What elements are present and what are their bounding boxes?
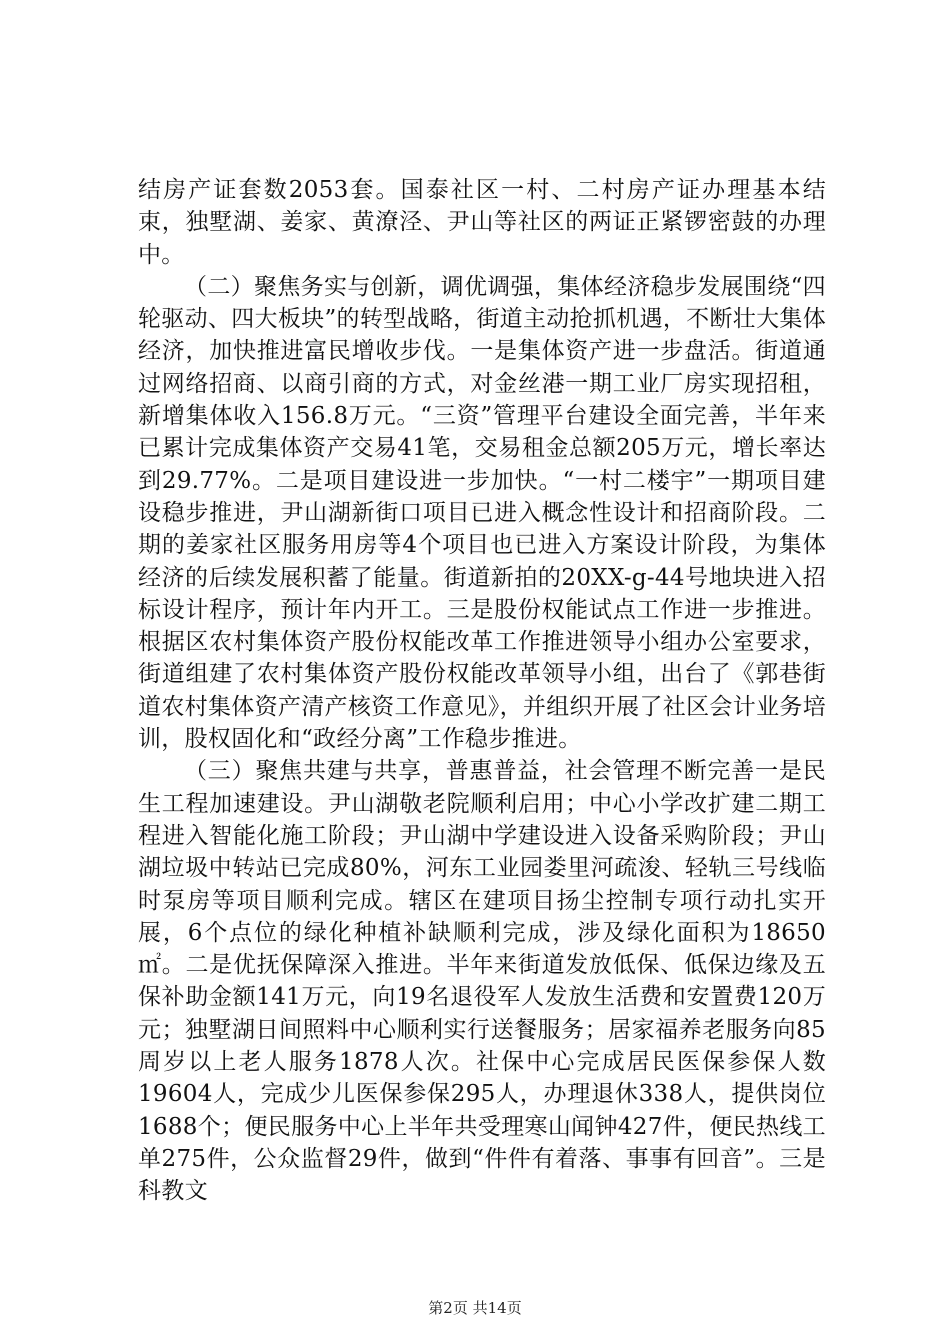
document-body — [138, 174, 826, 1208]
page-footer: 第2页 共14页 — [428, 1299, 522, 1317]
paragraph-section-three: （三）聚焦共建与共享，普惠普益，社会管理不断完善一是民生工程加速建设。尹山湖敬老院顺利启用；中心小学改扩建二期工程进入智能化施工阶段；尹山湖中学建设进入设备采购阶段；尹山湖垃圾中转站已完成80%，河东工业园娄里河疏浚、轻轨三号线临时泵房等项目顺利完成。辖区在建项目扬尘控制专项行动扎实开展，6个点位的绿化种植补缺顺利完成，涉及绿化面积为18650㎡。二是优抚保障深入推进。半年来街道发放低保、低保边缘及五保补助金额141万元，向19名退役军人发放生活费和安置费120万元；独墅湖日间照料中心顺利实行送餐服务；居家福养老服务向85周岁以上老人服务1878人次。社保中心完成居民医保参保人数19604人，完成少儿医保参保295人，办理退休338人，提供岗位1688个；便民服务中心上半年共受理寒山闻钟427件，便民热线工单275件，公众监督29件，做到“件件有着落、事事有回音”。三是科教文 — [138, 758, 826, 1205]
paragraph-continuation: 结房产证套数2053套。国泰社区一村、二村房产证办理基本结束，独墅湖、姜家、黄潦泾、尹山等社区的两证正紧锣密鼓的办理中。 — [138, 177, 826, 268]
paragraph-section-two: （二）聚焦务实与创新，调优调强，集体经济稳步发展围绕“四轮驱动、四大板块”的转型战略，街道主动抢抓机遇，不断壮大集体经济，加快推进富民增收步伐。一是集体资产进一步盘活。街道通过网络招商、以商引商的方式，对金丝港一期工业厂房实现招租，新增集体收入156.8万元。“三资”管理平台建设全面完善，半年来已累计完成集体资产交易41笔，交易租金总额205万元，增长率达到29.77%。二是项目建设进一步加快。“一村二楼宇”一期项目建设稳步推进，尹山湖新街口项目已进入概念性设计和招商阶段。二期的姜家社区服务用房等4个项目也已进入方案设计阶段，为集体经济的后续发展积蓄了能量。街道新拍的20XX-g-44号地块进入招标设计程序，预计年内开工。三是股份权能试点工作进一步推进。根据区农村集体资产股份权能改革工作推进领导小组办公室要求，街道组建了农村集体资产股份权能改革领导小组，出台了《郭巷街道农村集体资产清产核资工作意见》，并组织开展了社区会计业务培训，股权固化和“政经分离”工作稳步推进。 — [138, 273, 826, 753]
